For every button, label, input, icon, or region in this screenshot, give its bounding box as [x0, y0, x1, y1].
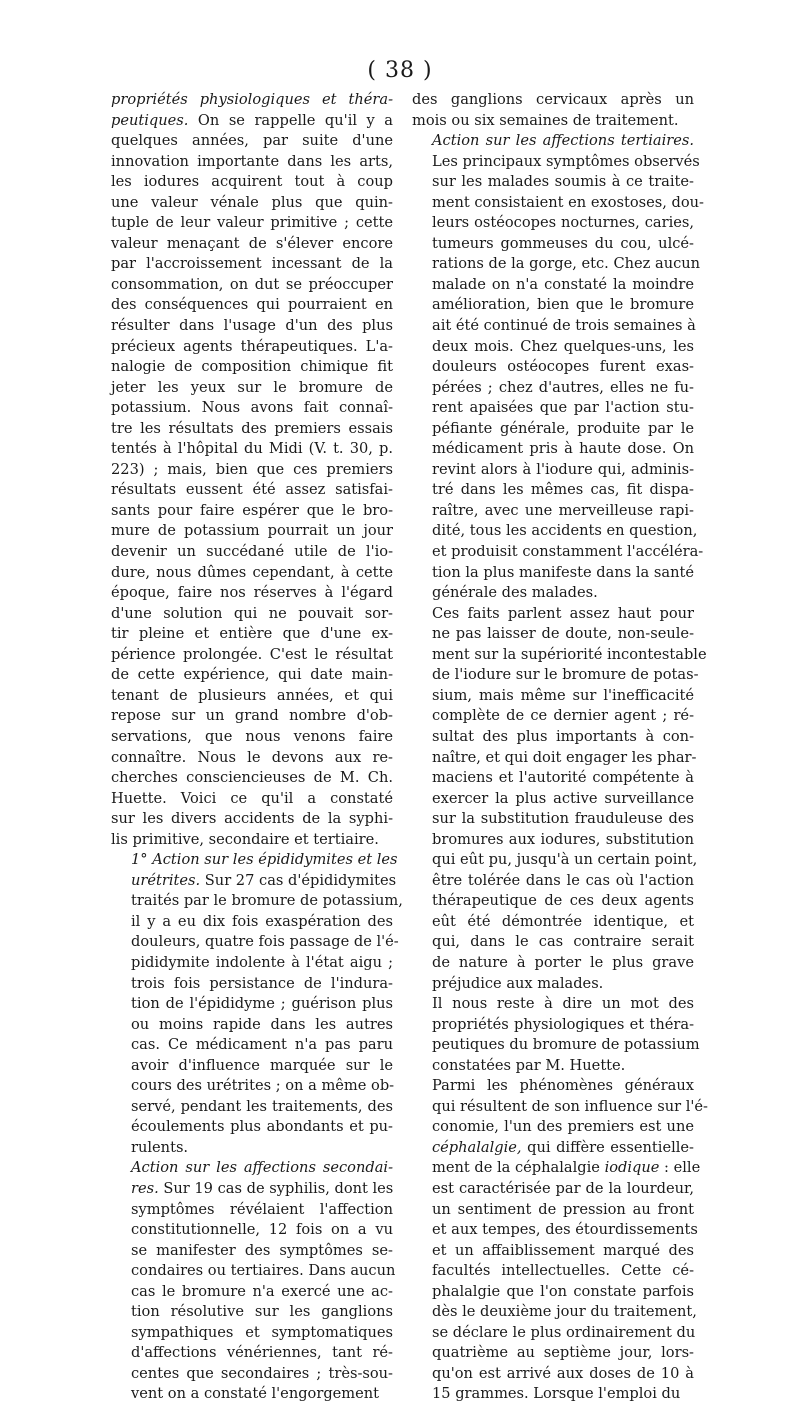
text-line [412, 1241, 694, 1262]
roman-text: cas. Ce médicament n'a pas paru [131, 1036, 393, 1054]
roman-text: péfiante générale, produite par le [432, 419, 694, 437]
roman-text: potassium. Nous avons fait connaî- [111, 399, 393, 417]
text-line [412, 1302, 697, 1323]
text-line [111, 234, 393, 255]
text-line [111, 1158, 393, 1179]
text-line [111, 193, 393, 214]
text-line [111, 1343, 393, 1364]
text-line [412, 1323, 694, 1344]
roman-text: On se rappelle qu'il y a [188, 111, 393, 129]
text-line [111, 1097, 393, 1118]
roman-text: mois ou six semaines de traitement. [412, 111, 679, 129]
text-line [412, 953, 694, 974]
text-line [412, 90, 694, 111]
text-line [412, 1117, 694, 1138]
roman-text: bromures aux iodures, substitution [432, 830, 694, 848]
roman-text: nalogie de composition chimique fit [111, 358, 393, 376]
roman-text: résulter dans l'usage d'un des plus [111, 317, 393, 335]
roman-text: se manifester des symptômes se- [131, 1241, 393, 1259]
roman-text: propriétés physiologiques et théra- [432, 1015, 694, 1033]
text-line [111, 1035, 393, 1056]
text-line [412, 830, 694, 851]
roman-text: peutiques du bromure de potassium [432, 1036, 700, 1054]
text-line [111, 111, 393, 132]
text-line [412, 891, 694, 912]
roman-text: symptômes révélaient l'affection [131, 1200, 393, 1218]
text-line [111, 706, 393, 727]
text-line [412, 1035, 700, 1056]
roman-text: pérées ; chez d'autres, elles ne fu- [432, 378, 694, 396]
roman-text: tentés à l'hôpital du Midi (V. t. 30, p. [111, 440, 393, 458]
text-line [412, 932, 694, 953]
roman-text: être tolérée dans le cas où l'action [432, 871, 694, 889]
text-line [412, 1364, 694, 1385]
roman-text: constatées par M. Huette. [432, 1056, 626, 1074]
roman-text: conomie, l'un des premiers est une [432, 1118, 694, 1136]
text-line [111, 398, 393, 419]
text-line [412, 480, 694, 501]
paragraph [412, 131, 704, 604]
text-line [412, 152, 700, 173]
roman-text: Sur 27 cas d'épididymites [200, 871, 397, 889]
roman-text: thérapeutique de ces deux agents [432, 892, 694, 910]
text-line [111, 953, 393, 974]
paragraph [412, 90, 694, 131]
text-line [412, 1015, 694, 1036]
roman-text: tion de l'épididyme ; guérison plus [131, 995, 393, 1013]
roman-text: de l'iodure sur le bromure de potas- [432, 666, 699, 684]
roman-text: rulents. [131, 1138, 189, 1156]
text-line [111, 1323, 393, 1344]
roman-text: un sentiment de pression au front [432, 1200, 694, 1218]
roman-text: complète de ce dernier agent ; ré- [432, 707, 694, 725]
text-line [111, 419, 393, 440]
roman-text: d'affections vénériennes, tant ré- [131, 1344, 393, 1362]
text-line [111, 131, 393, 152]
roman-text: tir pleine et entière que d'une ex- [111, 625, 393, 643]
text-line [111, 337, 393, 358]
text-line [111, 850, 398, 871]
roman-text: cherches consciencieuses de M. Ch. [111, 769, 393, 787]
roman-text: traités par le bromure de potassium, [131, 892, 403, 910]
text-line [412, 295, 694, 316]
italic-text: res. [131, 1179, 159, 1197]
text-line [111, 480, 393, 501]
text-line [111, 316, 393, 337]
roman-text: eût été démontrée identique, et [432, 912, 694, 930]
roman-text: sur la substitution frauduleuse des [432, 810, 694, 828]
roman-text: pididymite indolente à l'état aigu ; [131, 953, 393, 971]
roman-text: tenant de plusieurs années, et qui [111, 686, 393, 704]
text-line [412, 727, 694, 748]
text-line [111, 994, 393, 1015]
text-line [412, 665, 699, 686]
text-line [412, 912, 694, 933]
roman-text: vent on a constaté l'engorgement [131, 1385, 380, 1403]
text-line [412, 1384, 694, 1405]
roman-text: rent apaisées que par l'action stu- [432, 399, 694, 417]
text-line [111, 1179, 393, 1200]
text-line [111, 891, 403, 912]
roman-text: rations de la gorge, etc. Chez aucun [432, 255, 701, 273]
text-line [111, 1076, 393, 1097]
text-line [412, 337, 694, 358]
text-line [412, 357, 694, 378]
roman-text: cas le bromure n'a exercé une ac- [131, 1282, 393, 1300]
text-line [412, 501, 694, 522]
roman-text: sur les malades soumis à ce traite- [432, 173, 694, 191]
italic-text: Action sur les affections tertiaires. [432, 132, 694, 150]
roman-text: constitutionnelle, 12 fois on a vu [131, 1221, 393, 1239]
text-line [412, 1076, 694, 1097]
text-line [412, 604, 694, 625]
roman-text: exercer la plus active surveillance [432, 789, 694, 807]
roman-text: trois fois persistance de l'indura- [131, 974, 393, 992]
text-line [412, 563, 694, 584]
text-line [111, 748, 393, 769]
text-line [111, 357, 393, 378]
roman-text: époque, faire nos réserves à l'égard [111, 584, 393, 602]
roman-text: par l'accroissement incessant de la [111, 255, 393, 273]
text-line [412, 521, 698, 542]
text-line [111, 830, 393, 851]
roman-text: phalalgie que l'on constate parfois [432, 1282, 694, 1300]
text-line [412, 850, 698, 871]
roman-text: tre les résultats des premiers essais [111, 419, 393, 437]
text-line [412, 275, 694, 296]
roman-text: mure de potassium pourrait un jour [111, 522, 393, 540]
italic-text: iodique [604, 1159, 660, 1177]
text-line [111, 254, 393, 275]
text-line [412, 1220, 698, 1241]
right-column [412, 90, 708, 1405]
text-line [111, 1241, 393, 1262]
roman-text: périence prolongée. C'est le résultat [111, 645, 393, 663]
text-line [412, 706, 694, 727]
text-line [111, 624, 393, 645]
text-line [412, 254, 701, 275]
roman-text: tumeurs gommeuses du cou, ulcé- [432, 234, 694, 252]
text-line [111, 583, 393, 604]
paragraph [111, 850, 403, 1158]
roman-text: cours des urétrites ; on a même ob- [131, 1077, 395, 1095]
roman-text: préjudice aux malades. [432, 974, 604, 992]
roman-text: et produisit constamment l'accéléra- [432, 543, 704, 561]
paragraph [412, 1076, 708, 1405]
text-line [412, 1179, 694, 1200]
text-line [412, 234, 694, 255]
roman-text: qu'on est arrivé aux doses de 10 à [432, 1364, 694, 1382]
roman-text: dure, nous dûmes cependant, à cette [111, 563, 393, 581]
text-line [111, 152, 393, 173]
text-line [412, 460, 694, 481]
text-line [111, 172, 393, 193]
roman-text: qui diffère essentielle- [521, 1138, 694, 1156]
roman-text: de nature à porter le plus grave [432, 953, 694, 971]
roman-text: Les principaux symptômes observés [432, 152, 700, 170]
page-number: ( 38 ) [367, 58, 433, 83]
italic-text: Action sur les affections secondai- [131, 1159, 393, 1177]
roman-text: ment de la céphalalgie [432, 1159, 605, 1177]
roman-text: repose sur un grand nombre d'ob- [111, 707, 393, 725]
text-line [412, 111, 694, 132]
text-line [111, 727, 393, 748]
roman-text: ment consistaient en exostoses, dou- [432, 193, 704, 211]
text-line [111, 501, 393, 522]
roman-text: d'une solution qui ne pouvait sor- [111, 604, 393, 622]
roman-text: deux mois. Chez quelques-uns, les [432, 337, 694, 355]
roman-text: est caractérisée par de la lourdeur, [432, 1179, 694, 1197]
roman-text: douleurs ostéocopes furent exas- [432, 358, 694, 376]
roman-text: Sur 19 cas de syphilis, dont les [158, 1179, 394, 1197]
roman-text: sium, mais même sur l'inefficacité [432, 686, 694, 704]
text-line [412, 871, 694, 892]
roman-text: dité, tous les accidents en question, [432, 522, 698, 540]
roman-text: et un affaiblissement marqué des [432, 1241, 694, 1259]
roman-text: il y a eu dix fois exaspération des [131, 912, 393, 930]
italic-text: propriétés physiologiques et théra- [111, 91, 393, 108]
paragraph [111, 90, 393, 850]
text-line [111, 460, 393, 481]
roman-text: Il nous reste à dire un mot des [432, 995, 694, 1013]
text-line [111, 1117, 393, 1138]
text-line [412, 583, 694, 604]
text-line [111, 1220, 393, 1241]
roman-text: leurs ostéocopes nocturnes, caries, [432, 214, 694, 232]
text-line [412, 1200, 694, 1221]
roman-text: : elle [659, 1159, 701, 1177]
text-line [412, 131, 694, 152]
text-line [111, 542, 393, 563]
roman-text: centes que secondaires ; très-sou- [131, 1364, 393, 1382]
roman-text: ment sur la supériorité incontestable [432, 645, 707, 663]
roman-text: et aux tempes, des étourdissements [432, 1221, 698, 1239]
roman-text: facultés intellectuelles. Cette cé- [432, 1262, 694, 1280]
text-line [412, 1138, 694, 1159]
roman-text: Parmi les phénomènes généraux [432, 1077, 694, 1095]
text-line [111, 1384, 393, 1405]
paragraph [111, 1158, 396, 1405]
text-line [412, 378, 694, 399]
text-line [111, 1364, 393, 1385]
text-line [111, 275, 393, 296]
roman-text: des ganglions cervicaux après un [412, 91, 694, 108]
text-line [111, 768, 393, 789]
text-line [412, 994, 694, 1015]
roman-text: quatrième au septième jour, lors- [432, 1344, 694, 1362]
paragraph [412, 994, 700, 1076]
roman-text: les iodures acquirent tout à coup [111, 173, 393, 191]
roman-text: valeur menaçant de s'élever encore [111, 234, 393, 252]
roman-text: maciens et l'autorité compétente à [432, 769, 694, 787]
roman-text: Ces faits parlent assez haut pour [432, 604, 694, 622]
text-line [111, 665, 393, 686]
text-line [111, 378, 393, 399]
roman-text: tuple de leur valeur primitive ; cette [111, 214, 393, 232]
italic-text: peutiques. [111, 111, 189, 129]
text-line [111, 1200, 393, 1221]
roman-text: Huette. Voici ce qu'il a constaté [111, 789, 393, 807]
roman-text: devenir un succédané utile de l'io- [111, 543, 393, 561]
text-line [412, 1343, 694, 1364]
text-line [412, 1056, 694, 1077]
roman-text: jeter les yeux sur le bromure de [111, 378, 393, 396]
roman-text: avoir d'influence marquée sur le [131, 1056, 393, 1074]
roman-text: ait été continué de trois semaines à [432, 317, 696, 335]
roman-text: médicament pris à haute dose. On [432, 440, 694, 458]
text-line [412, 213, 694, 234]
text-line [412, 1097, 708, 1118]
roman-text: naître, et qui doit engager les phar- [432, 748, 697, 766]
text-line [111, 521, 393, 542]
text-line [111, 295, 393, 316]
roman-text: innovation importante dans les arts, [111, 152, 393, 170]
roman-text: tion résolutive sur les ganglions [131, 1303, 393, 1321]
italic-text: 1° Action sur les épididymites et les [131, 851, 398, 869]
roman-text: se déclare le plus ordinairement du [432, 1323, 696, 1341]
roman-text: sultat des plus importants à con- [432, 727, 694, 745]
roman-text: générale des malades. [432, 584, 598, 602]
text-line [111, 789, 393, 810]
roman-text: douleurs, quatre fois passage de l'é- [131, 933, 399, 951]
text-line [412, 398, 694, 419]
text-line [412, 1158, 701, 1179]
text-line [412, 172, 694, 193]
text-line [412, 542, 704, 563]
text-line [111, 1261, 396, 1282]
roman-text: condaires ou tertiaires. Dans aucun [131, 1262, 396, 1280]
text-line [111, 439, 393, 460]
text-line [111, 1056, 393, 1077]
text-line [412, 1282, 694, 1303]
roman-text: tion la plus manifeste dans la santé [432, 563, 694, 581]
text-line [412, 974, 694, 995]
text-line [111, 974, 393, 995]
roman-text: qui résultent de son influence sur l'é- [432, 1097, 708, 1115]
text-line [111, 686, 393, 707]
text-line [111, 213, 393, 234]
italic-text: céphalalgie, [432, 1138, 522, 1156]
text-line [111, 912, 393, 933]
roman-text: raître, avec une merveilleuse rapi- [432, 501, 694, 519]
text-line [111, 1138, 393, 1159]
roman-text: servations, que nous venons faire [111, 727, 393, 745]
roman-text: servé, pendant les traitements, des [131, 1097, 393, 1115]
roman-text: sympathiques et symptomatiques [131, 1323, 393, 1341]
text-line [412, 768, 694, 789]
roman-text: qui eût pu, jusqu'à un certain point, [432, 851, 698, 869]
text-line [412, 439, 694, 460]
text-line [412, 748, 697, 769]
roman-text: tré dans les mêmes cas, fit dispa- [432, 481, 694, 499]
text-line [412, 316, 694, 337]
roman-text: 223) ; mais, bien que ces premiers [111, 460, 393, 478]
roman-text: sur les divers accidents de la syphi- [111, 810, 393, 828]
roman-text: des conséquences qui pourraient en [111, 296, 393, 314]
roman-text: ou moins rapide dans les autres [131, 1015, 393, 1033]
roman-text: connaître. Nous le devons aux re- [111, 748, 393, 766]
text-line [111, 645, 393, 666]
roman-text: revint alors à l'iodure qui, adminis- [432, 460, 694, 478]
text-line [111, 932, 399, 953]
text-line [412, 419, 694, 440]
text-line [111, 871, 397, 892]
italic-text: urétrites. [131, 871, 201, 889]
text-line [412, 686, 694, 707]
roman-text: résultats eussent été assez satisfai- [111, 481, 393, 499]
roman-text: écoulements plus abondants et pu- [131, 1118, 393, 1136]
roman-text: 15 grammes. Lorsque l'emploi du [432, 1385, 681, 1403]
text-line [412, 789, 694, 810]
roman-text: malade on n'a constaté la moindre [432, 275, 694, 293]
text-line [412, 645, 707, 666]
roman-text: amélioration, bien que le bromure [432, 296, 694, 314]
text-line [111, 1282, 393, 1303]
roman-text: consommation, on dut se préoccuper [111, 275, 393, 293]
roman-text: une valeur vénale plus que quin- [111, 193, 393, 211]
roman-text: qui, dans le cas contraire serait [432, 933, 694, 951]
text-line [412, 193, 704, 214]
text-line [111, 604, 393, 625]
text-line [412, 809, 694, 830]
roman-text: dès le deuxième jour du traitement, [432, 1303, 697, 1321]
roman-text: ne pas laisser de doute, non-seule- [432, 625, 694, 643]
text-line [111, 563, 393, 584]
text-line [412, 1261, 694, 1282]
roman-text: précieux agents thérapeutiques. L'a- [111, 337, 393, 355]
text-line [111, 809, 393, 830]
text-line [111, 1015, 393, 1036]
text-line [111, 1302, 393, 1323]
paragraph [412, 604, 707, 994]
left-column [111, 90, 403, 1405]
text-line [111, 90, 393, 111]
roman-text: lis primitive, secondaire et tertiaire. [111, 830, 379, 848]
text-line [412, 624, 694, 645]
roman-text: quelques années, par suite d'une [111, 132, 393, 150]
roman-text: de cette expérience, qui date main- [111, 666, 393, 684]
roman-text: sants pour faire espérer que le bro- [111, 501, 393, 519]
